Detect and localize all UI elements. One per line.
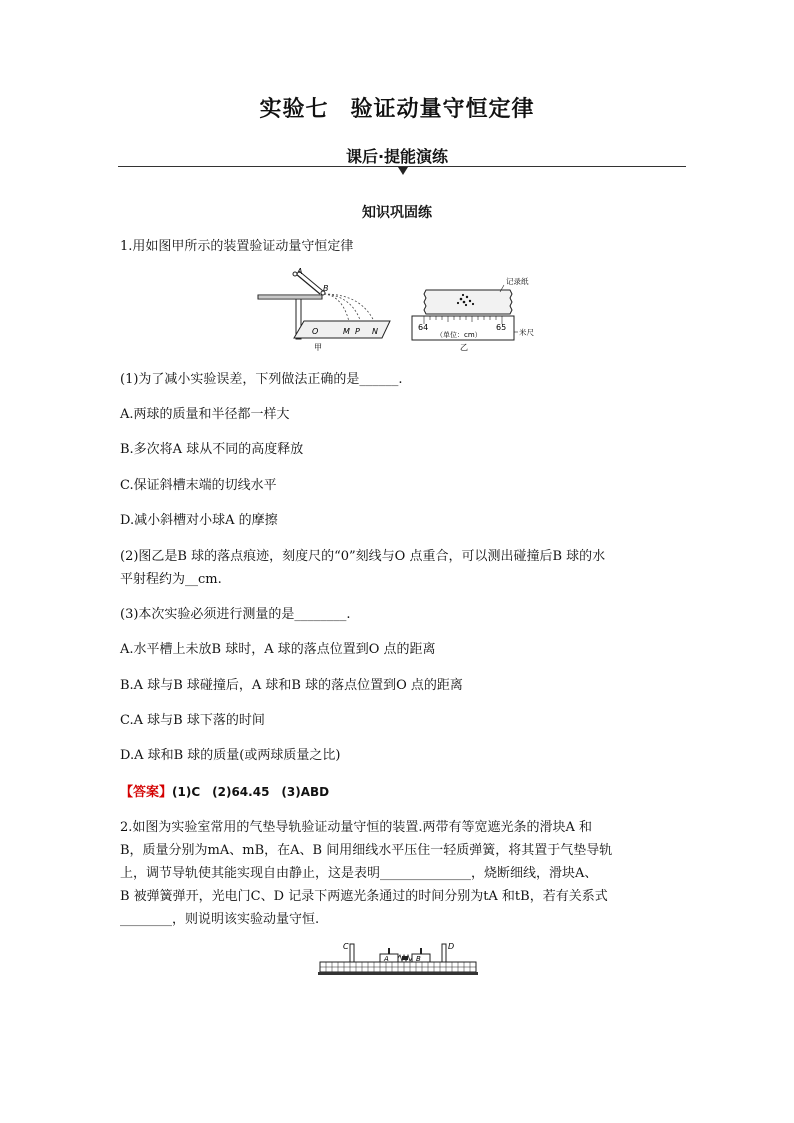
q1-part3-option-b: B.A 球与B 球碰撞后，A 球和B 球的落点位置到O 点的距离 <box>120 678 463 693</box>
figure-jia <box>258 267 390 352</box>
label-c: C <box>343 942 349 951</box>
ruler-unit: （单位：cm） <box>436 331 482 339</box>
q1-part3-option-c: C.A 球与B 球下落的时间 <box>120 713 265 728</box>
q1-option-b: B.多次将A 球从不同的高度释放 <box>120 442 304 457</box>
title-part2: 验证动量守恒定律 <box>350 97 535 122</box>
q2-line2: B，质量分别为mA、mB，在A、B 间用细线水平压住一轻质弹簧，将其置于气垫导轨 <box>120 843 613 858</box>
q1-part2-line1: (2)图乙是B 球的落点痕迹，刻度尺的“0”刻线与O 点重合，可以测出碰撞后B 球的水 <box>120 549 606 564</box>
label-a: A <box>297 267 303 276</box>
q2-line1: 2.如图为实验室常用的气垫导轨验证动量守恒的装置.两带有等宽遮光条的滑块A 和 <box>120 820 593 835</box>
q1-part2-line2: 平射程约为__cm. <box>120 572 222 587</box>
q1-option-d: D.减小斜槽对小球A 的摩擦 <box>120 513 278 528</box>
q1-option-a: A.两球的质量和半径都一样大 <box>120 407 290 422</box>
label-d: D <box>448 942 455 951</box>
page-subtitle: 课后·提能演练 <box>345 147 449 166</box>
label-o: O <box>312 327 319 336</box>
q1-stem: 1.用如图甲所示的装置验证动量守恒定律 <box>120 239 354 254</box>
q1-part3-option-d: D.A 球和B 球的质量(或两球质量之比) <box>120 748 341 763</box>
label-jia: 甲 <box>314 343 322 352</box>
q2-figure <box>318 938 478 978</box>
q2-line3: 上，调节导轨使其能实现自由静止，这是表明______________，烧断细线，滑块A、 <box>120 866 598 881</box>
label-b: B <box>323 284 329 293</box>
label-m: M <box>343 327 350 336</box>
q1-option-c: C.保证斜槽末端的切线水平 <box>120 478 277 493</box>
q1-part3-option-a: A.水平槽上未放B 球时，A 球的落点位置到O 点的距离 <box>120 642 436 657</box>
q1-part3: (3)本次实验必须进行测量的是________. <box>120 607 351 622</box>
title-part1: 实验七 <box>259 97 329 122</box>
page-title <box>0 92 794 123</box>
label-p: P <box>355 327 360 336</box>
q1-figure <box>254 266 544 356</box>
label-yi: 乙 <box>460 343 468 352</box>
answer-label: 【答案】 <box>120 785 173 800</box>
tick-65: 65 <box>496 323 507 332</box>
q1-answer <box>120 783 329 802</box>
q2-line4: B 被弹簧弹开，光电门C、D 记录下两遮光条通过的时间分别为tA 和tB，若有关系式 <box>120 889 608 904</box>
label-slider-a: A <box>384 955 389 963</box>
answer-text: (1)C (2)64.45 (3)ABD <box>172 785 330 799</box>
section-heading: 知识巩固练 <box>362 205 432 221</box>
q1-part1: (1)为了减小实验误差，下列做法正确的是______. <box>120 372 403 387</box>
q2-line5: ________，则说明该实验动量守恒. <box>120 912 320 927</box>
down-triangle-icon <box>398 167 408 175</box>
figure-yi <box>412 276 534 352</box>
paper-label: 记录纸 <box>506 277 529 286</box>
ruler-label: 米尺 <box>519 328 534 337</box>
label-slider-b: B <box>416 955 421 963</box>
label-n: N <box>372 327 378 336</box>
tick-64: 64 <box>418 323 429 332</box>
